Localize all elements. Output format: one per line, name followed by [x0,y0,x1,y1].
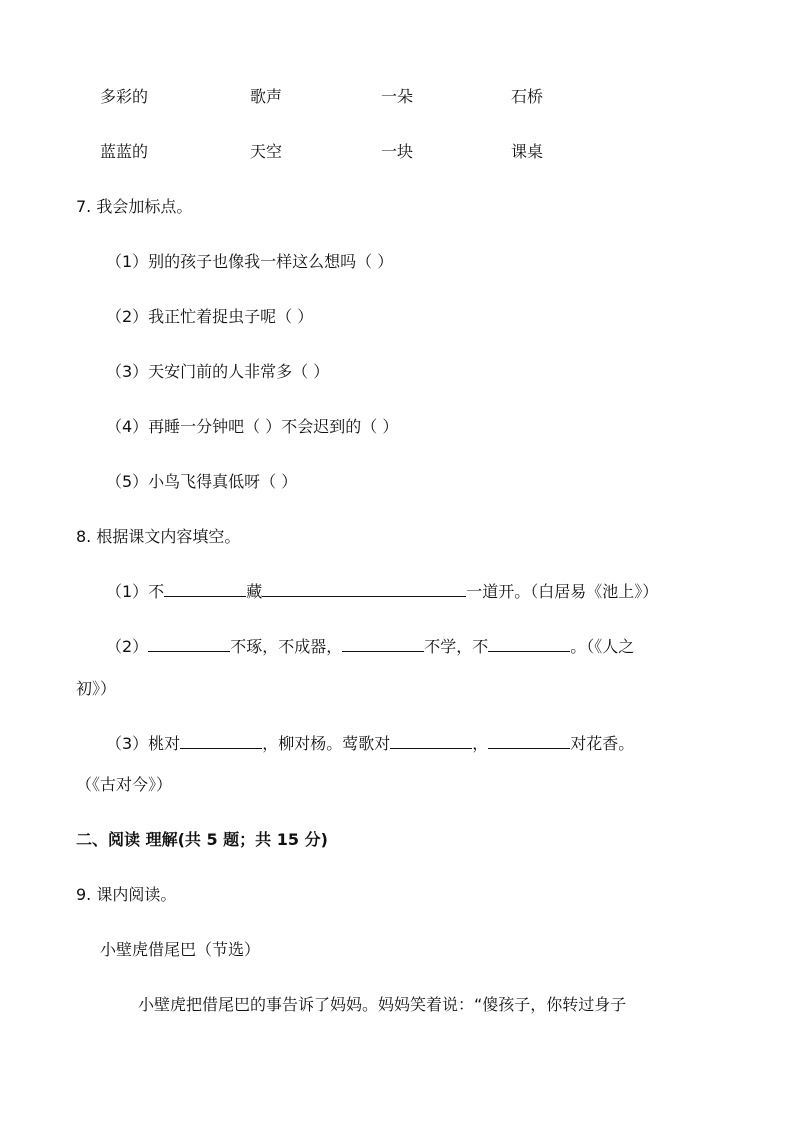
word-cell: 蓝蓝的 [100,142,149,161]
passage-title: 小壁虎借尾巴（节选） [100,940,261,959]
word-cell: 石桥 [511,87,544,106]
text: ， [472,734,489,753]
fill-blank[interactable] [180,734,262,749]
question-8-title: 8. 根据课文内容填空。 [76,527,241,546]
passage-text: 小壁虎把借尾巴的事告诉了妈妈。妈妈笑着说：“傻孩子，你转过身子 [138,995,627,1014]
word-cell: 一块 [381,142,414,161]
text: （2） [106,637,149,656]
fill-blank[interactable] [342,637,424,652]
word-cell: 课桌 [511,142,544,161]
text: 。（《人之 [570,637,635,656]
question-8-item-2 [106,637,634,657]
section-heading: 二、阅读 理解(共 5 题；共 15 分) [76,830,328,849]
question-8-item-1 [106,582,658,602]
fill-blank[interactable] [164,582,246,597]
question-7-title: 7. 我会加标点。 [76,197,193,216]
question-7-item: （1）别的孩子也像我一样这么想吗（ ） [106,252,394,271]
question-8-item-2-cont: 初》） [76,679,117,698]
question-8-item-3-cont: （《古对今》） [76,775,173,794]
fill-blank[interactable] [262,582,466,597]
text: 对花香。 [570,734,635,753]
question-7-item: （2）我正忙着捉虫子呢（ ） [106,307,314,326]
text: ，柳对杨。莺歌对 [262,734,391,753]
text: （1）不 [106,582,165,601]
word-cell: 歌声 [250,87,283,106]
text: 一道开。（白居易《池上》） [466,582,659,601]
text: 不琢，不成器， [230,637,343,656]
fill-blank[interactable] [148,637,230,652]
question-7-item: （3）天安门前的人非常多（ ） [106,362,330,381]
fill-blank[interactable] [488,637,570,652]
word-cell: 天空 [250,142,283,161]
question-8-item-3 [106,734,634,754]
word-cell: 多彩的 [100,87,149,106]
question-9-title: 9. 课内阅读。 [76,885,177,904]
fill-blank[interactable] [488,734,570,749]
text: 不学，不 [424,637,489,656]
word-cell: 一朵 [381,87,414,106]
text: （3）桃对 [106,734,181,753]
question-7-item: （5）小鸟飞得真低呀（ ） [106,472,298,491]
fill-blank[interactable] [390,734,472,749]
question-7-item: （4）再睡一分钟吧（ ）不会迟到的（ ） [106,417,399,436]
text: 藏 [246,582,263,601]
